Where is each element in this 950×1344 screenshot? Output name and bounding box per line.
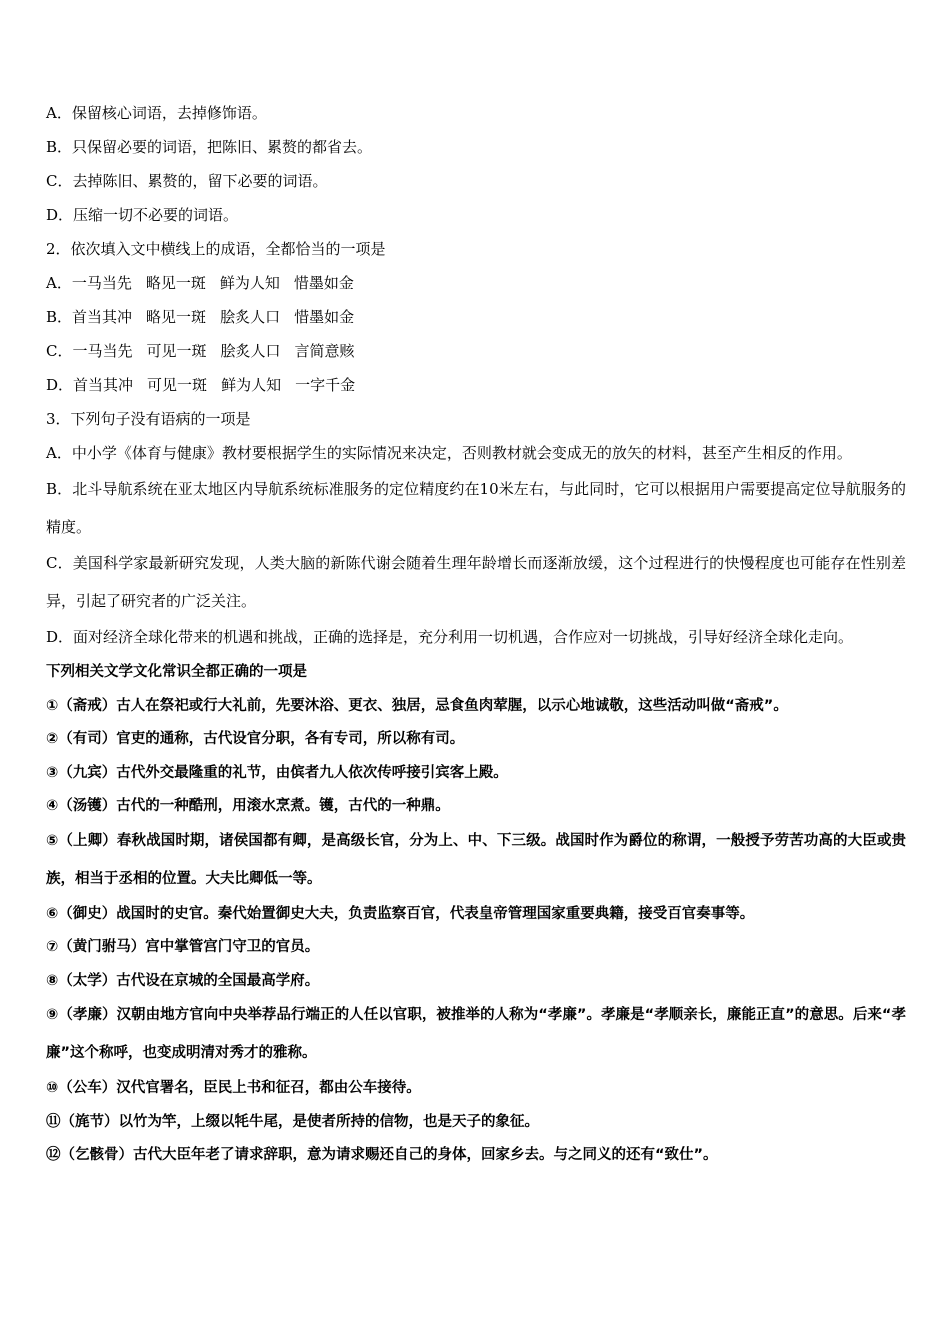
idiom: 言简意赅 [294,342,355,360]
idiom: 惜墨如金 [293,274,354,292]
document-page [46,96,906,1173]
q4-item: ②（有司）官吏的通称，古代设官分职，各有专司，所以称有司。 [46,731,465,747]
q1-option-d: D．压缩一切不必要的词语。 [46,206,239,224]
q4-item: ⑨（孝廉）汉朝由地方官向中央举荐品行端正的人任以官职，被推举的人称为“孝廉”。孝廉是“孝顺亲长，廉能正直”的意思。后来“孝廉”这个称呼，也变成明清对秀才的雅称。 [46,1007,906,1061]
idiom: 首当其冲 [73,376,134,394]
idiom: 首当其冲 [72,308,133,326]
q2-option-c [46,334,906,368]
q4-item: ④（汤镬）古代的一种酷刑，用滚水烹煮。镬，古代的一种鼎。 [46,798,450,814]
q4-item: ⑧（太学）古代设在京城的全国最高学府。 [46,972,320,989]
q1-option-c: C．去掉陈旧、累赘的，留下必要的词语。 [46,172,328,190]
q3-option-b: B．北斗导航系统在亚太地区内导航系统标准服务的定位精度约在10米左右，与此同时，它可以根据用户需要提高定位导航服务的精度。 [46,480,906,536]
idiom: 略见一斑 [146,308,207,326]
idiom: 一马当先 [72,342,133,360]
q4-stem: 下列相关文学文化常识全都正确的一项是 [46,664,307,680]
q4-item: ⑤（上卿）春秋战国时期，诸侯国都有卿，是高级长官，分为上、中、下三级。战国时作为爵位的称谓，一般授予劳苦功高的大臣或贵族，相当于丞相的位置。大夫比卿低一等。 [46,832,906,887]
q2-option-a [46,266,906,300]
q4-item: ⑫（乞骸骨）古代大臣年老了请求辞职，意为请求赐还自己的身体，回家乡去。与之同义的还有“致仕”。 [46,1147,718,1163]
q4-item: ⑩（公车）汉代官署名，臣民上书和征召，都由公车接待。 [46,1080,421,1096]
idiom: 略见一斑 [145,274,206,292]
option-label: C． [46,342,73,360]
q2-option-d [46,368,906,402]
q2-option-b [46,300,906,334]
idiom: 一马当先 [71,274,132,292]
idiom: 可见一斑 [147,376,208,394]
q3-option-c: C．美国科学家最新研究发现，人类大脑的新陈代谢会随着生理年龄增长而逐渐放缓，这个过程进行的快慢程度也可能存在性别差异，引起了研究者的广泛关注。 [46,554,906,610]
idiom: 脍炙人口 [220,308,281,326]
idiom: 鲜为人知 [221,376,282,394]
idiom: 一字千金 [295,376,356,394]
idiom: 脍炙人口 [220,342,281,360]
option-label: B． [46,308,73,326]
option-label: A． [46,274,72,292]
q4-item: ⑥（御史）战国时的史官。秦代始置御史大夫，负责监察百官，代表皇帝管理国家重要典籍，接受百官奏事等。 [46,905,755,922]
q2-stem: 2．依次填入文中横线上的成语，全都恰当的一项是 [46,240,386,258]
q4-item: ③（九宾）古代外交最隆重的礼节，由傧者九人依次传呼接引宾客上殿。 [46,764,508,781]
idiom: 惜墨如金 [294,308,355,326]
q3-stem: 3．下列句子没有语病的一项是 [46,410,251,428]
q1-option-b: B．只保留必要的词语，把陈旧、累赘的都省去。 [46,138,373,156]
q4-item: ①（斋戒）古人在祭祀或行大礼前，先要沐浴、更衣、独居，忌食鱼肉荤腥，以示心地诚敬，这些活动叫做“斋戒”。 [46,697,788,714]
option-label: D． [46,376,74,394]
q3-option-a: A．中小学《体育与健康》教材要根据学生的实际情况来决定，否则教材就会变成无的放矢的材料，甚至产生相反的作用。 [46,444,852,462]
idiom: 可见一斑 [146,342,207,360]
idiom: 鲜为人知 [219,274,280,292]
q3-option-d: D．面对经济全球化带来的机遇和挑战，正确的选择是，充分利用一切机遇，合作应对一切挑战，引导好经济全球化走向。 [46,628,854,646]
q4-item: ⑦（黄门驸马）宫中掌管宫门守卫的官员。 [46,939,320,955]
q4-item: ⑪（旄节）以竹为竿，上缀以牦牛尾，是使者所持的信物，也是天子的象征。 [46,1113,539,1130]
q1-option-a: A．保留核心词语，去掉修饰语。 [46,104,267,122]
